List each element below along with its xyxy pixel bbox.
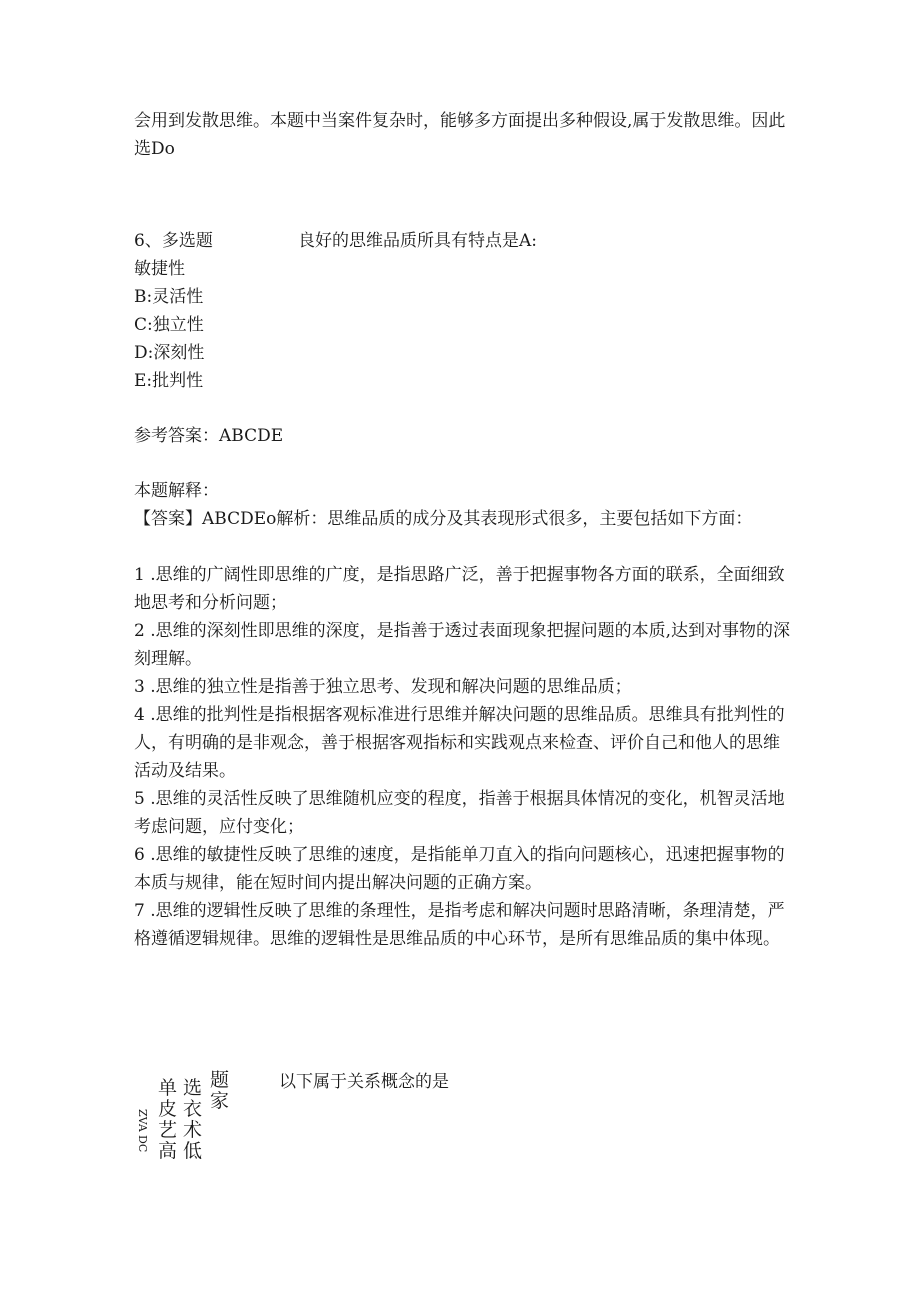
q6-option-c: C:独立性 [134,315,204,335]
q7-char: 皮 [158,1098,178,1120]
q7-char: 衣 [183,1098,203,1120]
q6-number: 6、多选题 [134,231,213,251]
q6-answer: 参考答案：ABCDE [134,426,284,446]
q7-mark-1: ZVA [136,1109,149,1132]
prev-explanation: 会用到发散思维。本题中当案件复杂时，能够多方面提出多种假设,属于发散思维。因此选Do [134,111,786,159]
q7-char: 高 [158,1140,178,1162]
q7-char: 题 [210,1069,230,1091]
q7-column-3 [210,1070,232,1112]
q6-explanation-item-2: 2 .思维的深刻性即思维的深度，是指善于透过表面现象把握问题的本质,达到对事物的深刻理解。 [134,621,791,669]
q7-char: 术 [183,1119,203,1141]
q6-option-d: D:深刻性 [134,343,205,363]
q6-explanation-item-3: 3 .思维的独立性是指善于独立思考、发现和解决问题的思维品质； [134,677,632,697]
q7-column-2 [183,1078,205,1162]
q6-explanation-item-6: 6 .思维的敏捷性反映了思维的速度，是指能单刀直入的指向问题核心，迅速把握事物的本质与规律，能在短时间内提出解决问题的正确方案。 [134,845,785,893]
q7-char: 家 [210,1090,230,1112]
q6-explanation-item-7: 7 .思维的逻辑性反映了思维的条理性，是指考虑和解决问题时思路清晰，条理清楚，严格遵循逻辑规律。思维的逻辑性是思维品质的中心环节，是所有思维品质的集中体现。 [134,901,785,949]
q7-stem: 以下属于关系概念的是 [279,1072,449,1092]
q6-stem: 良好的思维品质所具有特点是A: [298,231,538,251]
q7-char: 单 [158,1077,178,1099]
q6-explanation-item-4: 4 .思维的批判性是指根据客观标准进行思维并解决问题的思维品质。思维具有批判性的人，有明确的是非观念，善于根据客观指标和实践观点来检查、评价自己和他人的思维活动及结果。 [134,705,785,781]
q7-char: 选 [183,1077,203,1099]
q6-explanation-intro: 【答案】ABCDEo解析：思维品质的成分及其表现形式很多，主要包括如下方面： [134,509,753,529]
q6-option-a: 敏捷性 [134,259,185,279]
q7-column-1 [158,1078,180,1162]
q6-explanation-item-5: 5 .思维的灵活性反映了思维随机应变的程度，指善于根据具体情况的变化，机智灵活地考虑问题，应付变化； [134,789,785,837]
q7-mark-2: DC [136,1135,149,1153]
q6-explanation-item-1: 1 .思维的广阔性即思维的广度，是指思路广泛，善于把握事物各方面的联系，全面细致地思考和分析问题； [134,565,785,613]
q6-explanation-title: 本题解释： [134,481,219,501]
q7-char: 艺 [158,1119,178,1141]
q6-option-e: E:批判性 [134,371,204,391]
q7-char: 低 [183,1140,203,1162]
q6-option-b: B:灵活性 [134,287,204,307]
